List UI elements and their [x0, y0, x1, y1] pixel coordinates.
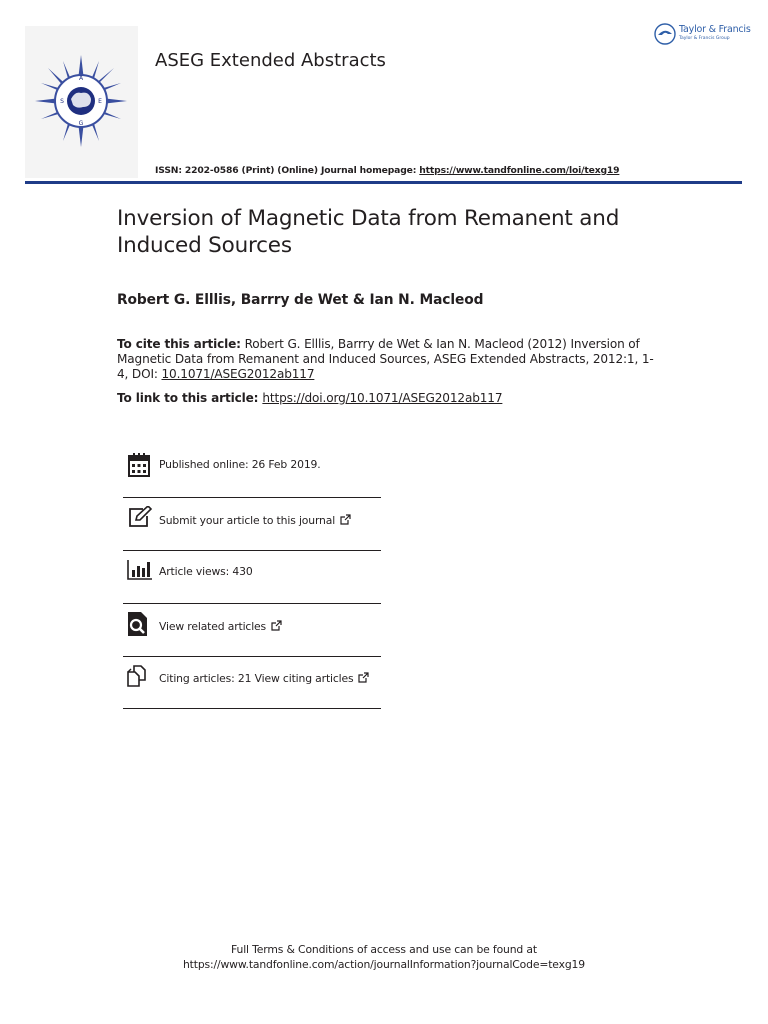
issn-text: ISSN: 2202-0586 (Print) (Online) Journal homepage:: [155, 165, 420, 176]
related-articles-link[interactable]: [159, 620, 282, 633]
footer-terms-link[interactable]: https://www.tandfonline.com/action/journalInformation?journalCode=texg19: [182, 958, 585, 971]
copy-documents-icon: [127, 664, 151, 688]
published-online-text: Published online: 26 Feb 2019.: [159, 458, 321, 471]
publisher-name: Taylor & Francis: [679, 24, 751, 35]
footer-line: Full Terms & Conditions of access and use can be found at: [231, 943, 537, 956]
external-link-icon: [340, 514, 351, 525]
citation-block: [117, 337, 657, 382]
cite-label: To cite this article:: [117, 337, 241, 351]
terms-footer: [0, 942, 768, 972]
external-link-icon: [271, 620, 282, 631]
metrics-divider: [123, 603, 381, 604]
journal-cover-thumbnail: [25, 26, 138, 178]
published-online-row: [123, 452, 381, 482]
calendar-icon: [127, 452, 151, 478]
citing-articles-link[interactable]: [159, 672, 369, 685]
metrics-divider: [123, 497, 381, 498]
cite-text: Robert G. Elllis, Barrry de Wet & Ian N. Macleod (2012) Inversion of Magnetic Data from Remanent and Induced Sources, ASEG Extended Abstracts, 2012:1, 1-4, DOI:: [117, 337, 654, 381]
publisher-subtitle: Taylor & Francis Group: [679, 36, 730, 41]
related-articles-label: View related articles: [159, 620, 267, 633]
related-articles-row[interactable]: [123, 611, 381, 641]
journal-title[interactable]: ASEG Extended Abstracts: [155, 50, 386, 71]
article-title: Inversion of Magnetic Data from Remanent and Induced Sources: [117, 206, 620, 258]
article-views-row: [123, 558, 381, 588]
article-doi-link[interactable]: https://doi.org/10.1071/ASEG2012ab117: [262, 391, 503, 405]
header-divider: [25, 181, 742, 184]
cite-doi-link[interactable]: 10.1071/ASEG2012ab117: [161, 367, 315, 381]
citing-articles-label: Citing articles: 21 View citing articles: [159, 672, 354, 685]
logo-letter: A: [78, 75, 84, 82]
metrics-divider: [123, 550, 381, 551]
publisher-logo[interactable]: [654, 22, 751, 46]
journal-homepage-link[interactable]: https://www.tandfonline.com/loi/texg19: [419, 165, 620, 176]
submit-article-label: Submit your article to this journal: [159, 514, 336, 527]
edit-icon: [127, 506, 153, 528]
issn-line: [155, 165, 619, 176]
search-document-icon: [127, 611, 149, 637]
link-label: To link to this article:: [117, 391, 259, 405]
article-link-block: [117, 391, 502, 405]
external-link-icon: [358, 672, 369, 683]
metrics-divider: [123, 708, 381, 709]
article-authors: Robert G. Elllis, Barrry de Wet & Ian N. Macleod: [117, 292, 484, 308]
metrics-divider: [123, 656, 381, 657]
bar-chart-icon: [127, 560, 153, 580]
tf-logo-icon: [654, 23, 676, 45]
aseg-logo: [33, 53, 129, 149]
citing-articles-row[interactable]: [123, 664, 381, 694]
article-views-text: Article views: 430: [159, 565, 253, 578]
submit-article-row[interactable]: [123, 506, 381, 536]
logo-letter: S: [60, 98, 64, 105]
logo-letter: E: [98, 98, 102, 105]
logo-letter: G: [78, 120, 84, 127]
submit-article-link[interactable]: [159, 514, 351, 527]
